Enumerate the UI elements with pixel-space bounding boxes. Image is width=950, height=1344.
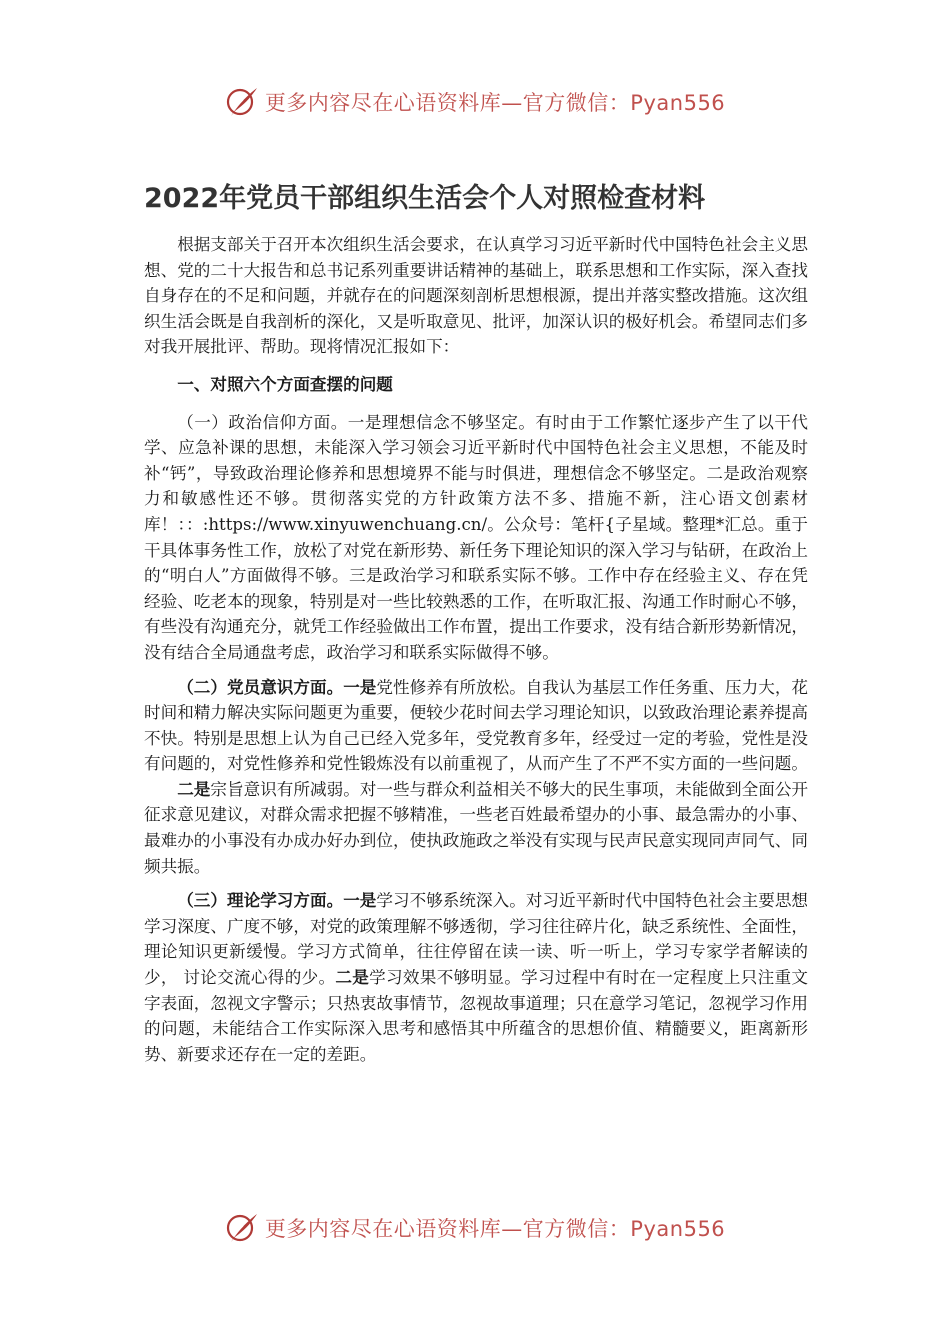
header-banner — [0, 78, 950, 126]
point-two-text: 宗旨意识有所减弱。对一些与群众利益相关不够大的民生事项，未能做到全面公开征求意见建议，对群众需求把握不够精准，一些老百姓最希望办的小事、最急需办的小事、最难办的小事没有办成办好办到位，使执政施政之举没有实现与民声民意实现同声同气、同频共振。 — [144, 779, 809, 876]
political-belief-paragraph: （一）政治信仰方面。一是理想信念不够坚定。有时由于工作繁忙逐步产生了以干代学、应急补课的思想，未能深入学习领会习近平新时代中国特色社会主义思想，不能及时补“钙”，导致政治理论修养和思想境界不能与时俱进，理想信念不够坚定。二是政治观察力和敏感性还不够。贯彻落实党的方针政策方法不多、措施不新，注心语文创素材库！：：:https://www.xinyuwenchuang.cn/。公众号：笔杆{子星域。整理*汇总。重于干具体事务性工作，放松了对党在新形势、新任务下理论知识的深入学习与钻研，在政治上的“明白人”方面做得不够。三是政治学习和联系实际不够。工作中存在经验主义、存在凭经验、吃老本的现象，特别是对一些比较熟悉的工作，在听取汇报、沟通工作时耐心不够，有些没有沟通充分，就凭工作经验做出工作布置，提出工作要求，没有结合新形势新情况， 没有结合全局通盘考虑，政治学习和联系实际做得不够。 — [144, 412, 808, 662]
banner-text: 更多内容尽在心语资料库—官方微信：Pyan556 — [264, 1217, 726, 1241]
theory-study-paragraph — [144, 888, 808, 1067]
document-body — [144, 232, 808, 1067]
point-one-label: 一是 — [343, 676, 377, 697]
point-two-label: 二是 — [335, 967, 370, 988]
party-awareness-paragraph — [144, 675, 808, 880]
footer-banner — [0, 1204, 950, 1252]
banner-text: 更多内容尽在心语资料库—官方微信：Pyan556 — [264, 91, 726, 115]
intro-paragraph: 根据支部关于召开本次组织生活会要求，在认真学习习近平新时代中国特色社会主义思想、党的二十大报告和总书记系列重要讲话精神的基础上，联系思想和工作实际，深入查找自身存在的不足和问题，并就存在的问题深刻剖析思想根源，提出并落实整改措施。这次组织生活会既是自我剖析的深化，又是听取意见、批评，加深认识的极好机会。希望同志们多对我开展批评、帮助。现将情况汇报如下： — [144, 235, 808, 357]
quill-logo-icon — [225, 85, 259, 119]
point-one-text: 党性修养有所放松。自我认为基层工作任务重、压力大，花时间和精力解决实际问题更为重要，便较少花时间去学习理论知识，以致政治理论素养提高不快。特别是思想上认为自己已经入党多年，受党教育多年，经受过一定的考验，党性是没有问题的，对党性修养和党性锻炼没有以前重视了，从而产生了不严不实方面的一些问题。 — [144, 677, 809, 774]
point-two-label: 二是 — [177, 778, 211, 799]
section-heading: 一、对照六个方面查摆的问题 — [177, 373, 393, 394]
point-one-label: 一是 — [343, 890, 377, 911]
point-one-text: 学习不够系统深入。对习近平新时代中国特色社会主要思想学习深度、广度不够，对党的政策理解不够透彻，学习往往碎片化，缺乏系统性、全面性，理论知识更新缓慢。学习方式简单，往往停留在读一读、听一听上，学习专家学者解读的少， 讨论交流心得的少。 — [144, 891, 809, 988]
document-title: 2022年党员干部组织生活会个人对照检查材料 — [144, 183, 706, 214]
quill-logo-icon — [225, 1211, 259, 1245]
party-awareness-lead: （二）党员意识方面。 — [177, 676, 344, 697]
theory-study-lead: （三）理论学习方面。 — [177, 890, 344, 911]
point-two-text: 学习效果不够明显。学习过程中有时在一定程度上只注重文字表面，忽视文字警示；只热衷故事情节，忽视故事道理；只在意学习笔记，忽视学习作用的问题，未能结合工作实际深入思考和感悟其中所蕴含的思想价值、精髓要义，距离新形势、新要求还存在一定的差距。 — [144, 968, 809, 1064]
